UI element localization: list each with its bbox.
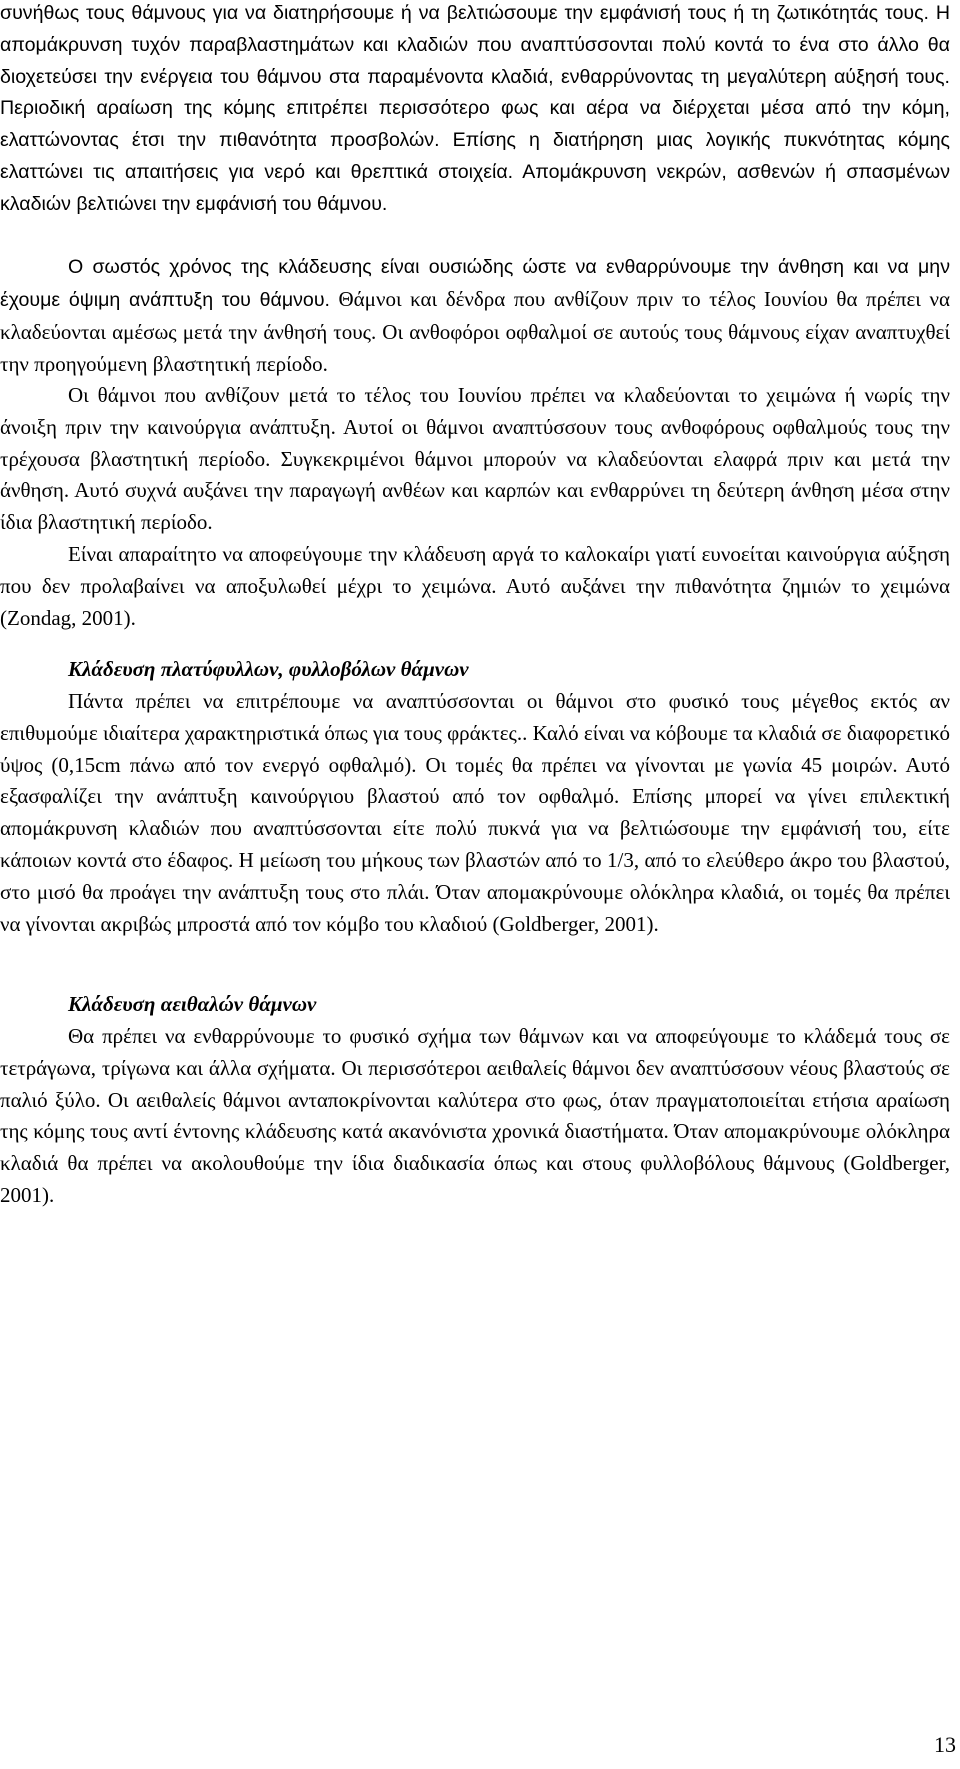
page-number: 13 — [934, 1732, 956, 1757]
intro-paragraph-2-rest: Θάμνοι και δένδρα που ανθίζουν πριν το τέλος Ιουνίου θα πρέπει να κλαδεύονται αμέσως μετά την άνθησή τους. Οι ανθοφόροι οφθαλμοί σε αυτούς τους θάμνους είχαν αναπτυχθεί την προηγούμενη βλαστητική περίοδο. — [0, 286, 950, 377]
intro-paragraph-4: Είναι απαραίτητο να αποφεύγουμε την κλάδευση αργά το καλοκαίρι γιατί ευνοείται καινούργια αύξηση που δεν προλαβαίνει να αποξυλωθεί μέχρι το χειμώνα. Αυτό αυξάνει την πιθανότητα ζημιών το χειμώνα (Zondag, 2001). — [0, 542, 950, 630]
evergreen-paragraph: Θα πρέπει να ενθαρρύνουμε το φυσικό σχήμα των θάμνων και να αποφεύγουμε το κλάδεμά τους σε τετράγωνα, τρίγωνα και άλλα σχήματα. Οι περισσότεροι αειθαλείς θάμνοι δεν αναπτύσσουν νέους βλαστούς σε παλιό ξύλο. Οι αειθαλείς θάμνοι ανταποκρίνονται καλύτερα στο φως, όταν πραγματοποιείται ετήσια αραίωση της κόμης τους αντί έντονης κλάδευσης κατά ακανόνιστα χρονικά διαστήματα. Όταν απομακρύνουμε ολόκληρα κλαδιά θα πρέπει να ακολουθούμε την ίδια διαδικασία όπως και στους φυλλοβόλους θάμνους (Goldberger, 2001). — [0, 1024, 950, 1207]
intro-paragraph-1: συνήθως τους θάμνους για να διατηρήσουμε ή να βελτιώσουμε την εμφάνισή τους ή τη ζωτικότητάς τους. Η απομάκρυνση τυχόν παραβλαστημάτων και κλαδιών που αναπτύσσονται πολύ κοντά το ένα στο άλλο θα διοχετεύσει την ενέργεια του θάμνου στα παραμένοντα κλαδιά, ενθαρρύνοντας τη μεγαλύτερη αύξησή τους. Περιοδική αραίωση της κόμης επιτρέπει περισσότερο φως και αέρα να διέρχεται μέσα από την κόμη, ελαττώνοντας έτσι την πιθανότητα προσβολών. Επίσης η διατήρηση μιας λογικής πυκνότητας κόμης ελαττώνει τις απαιτήσεις για νερό και θρεπτικά στοιχεία. Απομάκρυνση νεκρών, ασθενών ή σπασμένων κλαδιών βελτιώνει την εμφάνισή του θάμνου. — [0, 2, 950, 215]
broadleaf-paragraph: Πάντα πρέπει να επιτρέπουμε να αναπτύσσονται οι θάμνοι στο φυσικό τους μέγεθος εκτός αν επιθυμούμε ιδιαίτερα χαρακτηριστικά όπως για τους φράκτες.. Καλό είναι να κόβουμε τα κλαδιά σε διαφορετικό ύψος (0,15cm πάνω από τον ενεργό οφθαλμό). Οι τομές θα πρέπει να γίνονται με γωνία 45 μοιρών. Αυτό εξασφαλίζει την ανάπτυξη καινούργιου βλαστού από τον οφθαλμό. Επίσης μπορεί να γίνει επιλεκτική απομάκρυνση κλαδιών που αναπτύσσονται είτε πολύ πυκνά για να βελτιώσουμε την εμφάνισή του, είτε κάποιων κοντά στο έδαφος. Η μείωση του μήκους των βλαστών από το 1/3, από το ελεύθερο άκρο του βλαστού, στο μισό θα προάγει την ανάπτυξη τους στο πλάι. Όταν απομακρύνουμε ολόκληρα κλαδιά, οι τομές θα πρέπει να γίνονται ακριβώς μπροστά από τον κόμβο του κλαδιού (Goldberger, 2001). — [0, 689, 950, 936]
section-heading-evergreen: Κλάδευση αειθαλών θάμνων — [68, 992, 317, 1016]
intro-paragraph-2-lead: Ο σωστός χρόνος της κλάδευσης είναι ουσιώδης ώστε να ενθαρρύνουμε την άνθηση και να μην έχουμε όψιμη ανάπτυξη του θάμνου. — [0, 256, 950, 311]
intro-paragraph-3: Οι θάμνοι που ανθίζουν μετά το τέλος του Ιουνίου πρέπει να κλαδεύονται το χειμώνα ή νωρίς την άνοιξη πριν την καινούργια ανάπτυξη. Αυτοί οι θάμνοι αναπτύσσουν τους ανθοφόρους οφθαλμούς τους την τρέχουσα βλαστητική περίοδο. Συγκεκριμένοι θάμνοι μπορούν να κλαδεύονται ελαφρά πριν και μετά την άνθηση. Αυτό συχνά αυξάνει την παραγωγή ανθέων και καρπών και ενθαρρύνει τη δεύτερη άνθηση μέσα στην ίδια βλαστητική περίοδο. — [0, 383, 950, 535]
intro-paragraph-2 — [0, 252, 950, 382]
section-heading-broadleaf: Κλάδευση πλατύφυλλων, φυλλοβόλων θάμνων — [68, 657, 469, 681]
